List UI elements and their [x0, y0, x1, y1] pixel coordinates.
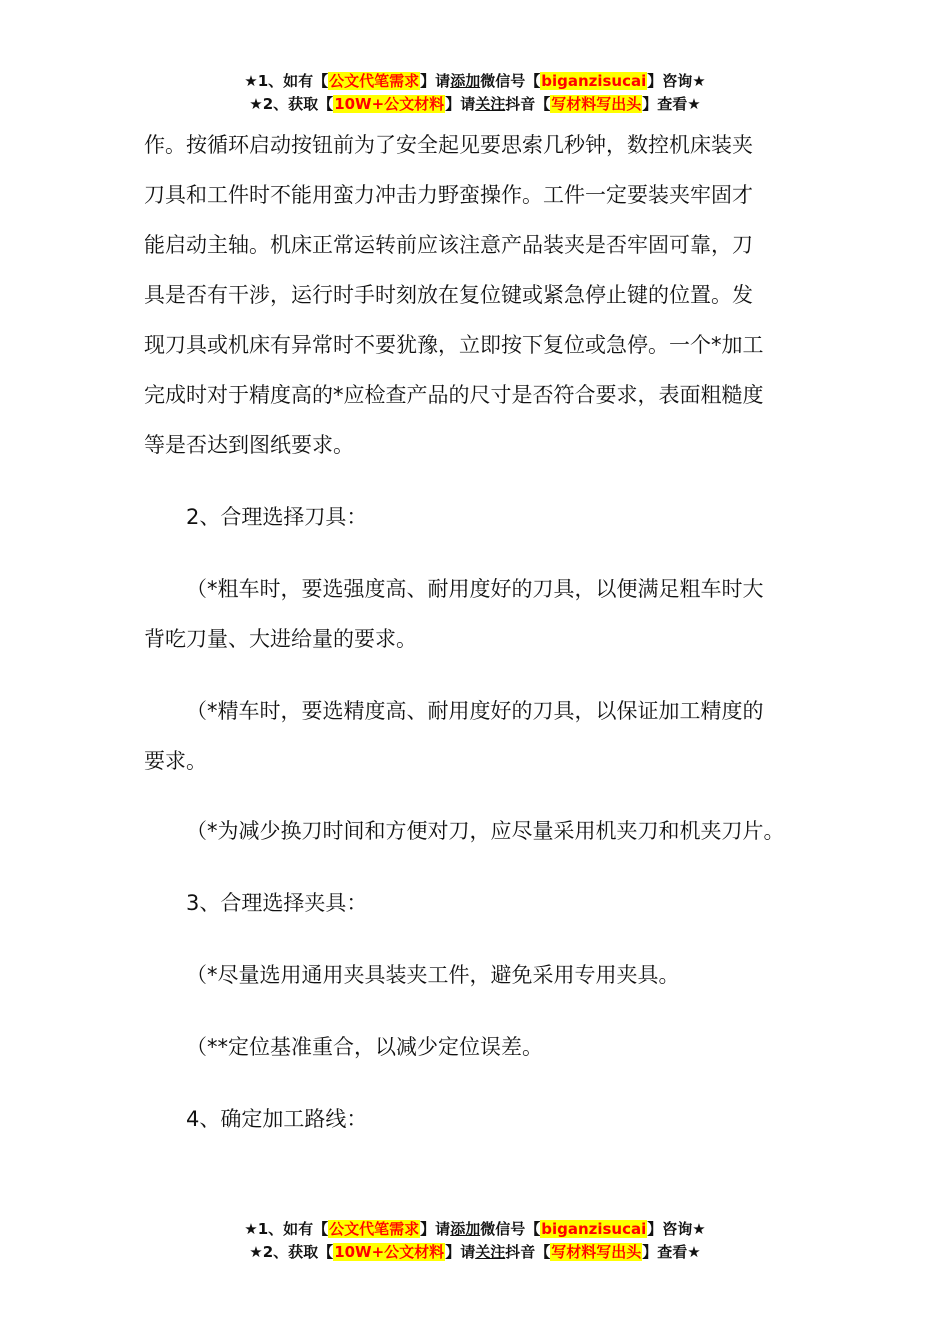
text-line: 作。按循环启动按钮前为了安全起见要思索几秒钟，数控机床装夹	[144, 133, 753, 157]
banner-text: 】请	[445, 1243, 476, 1261]
banner-underline: 添加	[450, 1220, 481, 1238]
banner-text: 抖音【	[505, 95, 551, 113]
banner-text: 】查看★	[642, 1243, 701, 1261]
text-line: （*精车时，要选精度高、耐用度好的刀具，以保证加工精度的	[186, 699, 764, 723]
banner-text: 微信号【	[480, 72, 541, 90]
wechat-id-highlight: biganzisucai	[541, 72, 647, 90]
banner-text: 微信号【	[480, 1220, 541, 1238]
banner-highlight: 10W+公文材料	[334, 95, 445, 113]
text-line: （*粗车时，要选强度高、耐用度好的刀具，以便满足粗车时大	[186, 577, 764, 601]
paragraph-tool-change: （*为减少换刀时间和方便对刀，应尽量采用机夹刀和机夹刀片。	[186, 819, 785, 843]
text-line: 刀具和工件时不能用蛮力冲击力野蛮操作。工件一定要装夹牢固才	[144, 183, 753, 207]
paragraph-finish-turning	[144, 686, 824, 786]
douyin-id-highlight: 写材料写出头	[551, 95, 642, 113]
text-line: 等是否达到图纸要求。	[144, 433, 354, 457]
wechat-id-highlight: biganzisucai	[541, 1220, 647, 1238]
heading-tool-selection: 2、合理选择刀具：	[186, 505, 368, 529]
banner-text: ★2、获取【	[249, 95, 334, 113]
text-line: 背吃刀量、大进给量的要求。	[144, 627, 417, 651]
banner-line-2	[0, 93, 950, 116]
header-banner	[0, 70, 950, 116]
banner-line-1	[0, 1218, 950, 1241]
paragraph-fixture-general: （*尽量选用通用夹具装夹工件，避免采用专用夹具。	[186, 963, 680, 987]
douyin-id-highlight: 写材料写出头	[551, 1243, 642, 1261]
banner-text: 】查看★	[642, 95, 701, 113]
banner-text: ★1、如有【	[244, 72, 329, 90]
banner-line-2	[0, 1241, 950, 1264]
text-line: 要求。	[144, 749, 207, 773]
footer-banner	[0, 1218, 950, 1264]
banner-line-1	[0, 70, 950, 93]
banner-text: 】请	[445, 95, 476, 113]
text-line: 现刀具或机床有异常时不要犹豫，立即按下复位或急停。一个*加工	[144, 333, 764, 357]
banner-text: 】请	[420, 72, 451, 90]
text-line: 完成时对于精度高的*应检查产品的尺寸是否符合要求，表面粗糙度	[144, 383, 764, 407]
banner-text: ★2、获取【	[249, 1243, 334, 1261]
banner-underline: 关注	[475, 95, 506, 113]
banner-text: 】咨询★	[647, 1220, 706, 1238]
banner-highlight: 公文代笔需求	[329, 72, 420, 90]
intro-paragraph	[144, 120, 824, 470]
banner-text: 】咨询★	[647, 72, 706, 90]
text-line: 具是否有干涉，运行时手时刻放在复位键或紧急停止键的位置。发	[144, 283, 753, 307]
banner-highlight: 10W+公文材料	[334, 1243, 445, 1261]
paragraph-rough-turning	[144, 564, 824, 664]
banner-text: 抖音【	[505, 1243, 551, 1261]
paragraph-fixture-datum: （**定位基准重合，以减少定位误差。	[186, 1035, 543, 1059]
banner-text: ★1、如有【	[244, 1220, 329, 1238]
banner-text: 】请	[420, 1220, 451, 1238]
heading-machining-route: 4、确定加工路线：	[186, 1107, 368, 1131]
banner-highlight: 公文代笔需求	[329, 1220, 420, 1238]
banner-underline: 添加	[450, 72, 481, 90]
heading-fixture-selection: 3、合理选择夹具：	[186, 891, 368, 915]
banner-underline: 关注	[475, 1243, 506, 1261]
text-line: 能启动主轴。机床正常运转前应该注意产品装夹是否牢固可靠，刀	[144, 233, 753, 257]
